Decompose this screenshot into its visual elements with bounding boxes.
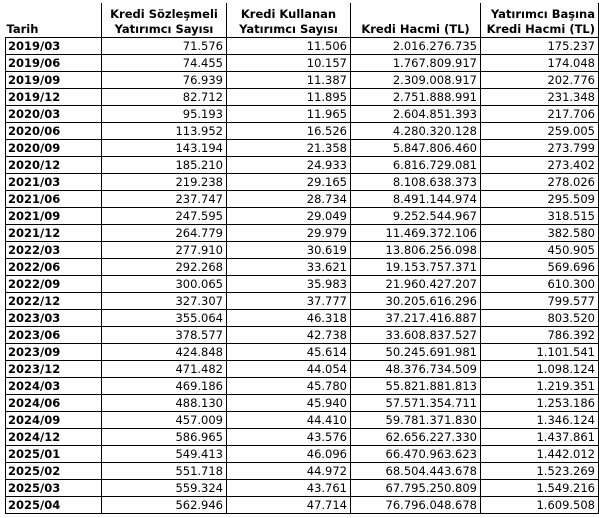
credit-using-investors-cell: 45.614 [227, 344, 351, 361]
volume-per-investor-cell: 259.005 [481, 123, 599, 140]
credit-volume-cell: 1.767.809.917 [351, 55, 481, 72]
date-cell: 2020/03 [6, 106, 102, 123]
credit-using-investors-cell: 47.714 [227, 497, 351, 514]
contract-investors-cell: 247.595 [102, 208, 227, 225]
contract-investors-cell: 471.482 [102, 361, 227, 378]
header-contract-investors-line1: Kredi Sözleşmeli [110, 7, 218, 21]
contract-investors-cell: 292.268 [102, 259, 227, 276]
table-row [6, 123, 599, 140]
date-cell: 2021/03 [6, 174, 102, 191]
volume-per-investor-cell: 278.026 [481, 174, 599, 191]
table-row [6, 276, 599, 293]
table-row [6, 327, 599, 344]
credit-volume-cell: 11.469.372.106 [351, 225, 481, 242]
table-row [6, 378, 599, 395]
credit-volume-cell: 62.656.227.330 [351, 429, 481, 446]
credit-using-investors-cell: 11.895 [227, 89, 351, 106]
contract-investors-cell: 74.455 [102, 55, 227, 72]
credit-using-investors-cell: 44.054 [227, 361, 351, 378]
volume-per-investor-cell: 217.706 [481, 106, 599, 123]
credit-volume-cell: 8.491.144.974 [351, 191, 481, 208]
date-cell: 2019/03 [6, 38, 102, 55]
contract-investors-cell: 264.779 [102, 225, 227, 242]
date-cell: 2025/02 [6, 463, 102, 480]
table-row [6, 140, 599, 157]
contract-investors-cell: 219.238 [102, 174, 227, 191]
credit-using-investors-cell: 11.965 [227, 106, 351, 123]
credit-using-investors-cell: 37.777 [227, 293, 351, 310]
table-row [6, 208, 599, 225]
credit-using-investors-cell: 46.318 [227, 310, 351, 327]
volume-per-investor-cell: 175.237 [481, 38, 599, 55]
table-row [6, 480, 599, 497]
header-volume-per-investor-line1: Yatırımcı Başına [490, 7, 595, 21]
header-credit-volume-label: Kredi Hacmi (TL) [361, 22, 470, 36]
table-row [6, 429, 599, 446]
credit-using-investors-cell: 45.780 [227, 378, 351, 395]
credit-volume-cell: 76.796.048.678 [351, 497, 481, 514]
credit-using-investors-cell: 46.096 [227, 446, 351, 463]
header-volume-per-investor [481, 3, 599, 38]
table-row [6, 174, 599, 191]
credit-using-investors-cell: 45.940 [227, 395, 351, 412]
credit-volume-cell: 2.016.276.735 [351, 38, 481, 55]
credit-volume-cell: 33.608.837.527 [351, 327, 481, 344]
credit-using-investors-cell: 43.761 [227, 480, 351, 497]
date-cell: 2025/03 [6, 480, 102, 497]
table-body [6, 38, 599, 514]
date-cell: 2021/12 [6, 225, 102, 242]
volume-per-investor-cell: 803.520 [481, 310, 599, 327]
contract-investors-cell: 559.324 [102, 480, 227, 497]
header-credit-using-investors-line1: Kredi Kullanan [240, 7, 337, 21]
table-row [6, 463, 599, 480]
date-cell: 2022/03 [6, 242, 102, 259]
header-credit-volume [351, 3, 481, 38]
credit-using-investors-cell: 16.526 [227, 123, 351, 140]
credit-using-investors-cell: 21.358 [227, 140, 351, 157]
credit-using-investors-cell: 42.738 [227, 327, 351, 344]
header-date-label: Tarih [6, 22, 39, 36]
contract-investors-cell: 327.307 [102, 293, 227, 310]
date-cell: 2024/03 [6, 378, 102, 395]
volume-per-investor-cell: 174.048 [481, 55, 599, 72]
contract-investors-cell: 586.965 [102, 429, 227, 446]
date-cell: 2025/01 [6, 446, 102, 463]
table-row [6, 38, 599, 55]
table-row [6, 446, 599, 463]
date-cell: 2022/09 [6, 276, 102, 293]
contract-investors-cell: 143.194 [102, 140, 227, 157]
date-cell: 2020/09 [6, 140, 102, 157]
contract-investors-cell: 488.130 [102, 395, 227, 412]
table-row [6, 72, 599, 89]
date-cell: 2020/06 [6, 123, 102, 140]
credit-volume-cell: 57.571.354.711 [351, 395, 481, 412]
header-credit-using-investors [227, 3, 351, 38]
table-row [6, 89, 599, 106]
volume-per-investor-cell: 231.348 [481, 89, 599, 106]
credit-using-investors-cell: 44.410 [227, 412, 351, 429]
header-volume-per-investor-line2: Kredi Hacmi (TL) [486, 22, 595, 36]
credit-volume-cell: 48.376.734.509 [351, 361, 481, 378]
credit-using-investors-cell: 29.979 [227, 225, 351, 242]
date-cell: 2020/12 [6, 157, 102, 174]
contract-investors-cell: 76.939 [102, 72, 227, 89]
credit-using-investors-cell: 10.157 [227, 55, 351, 72]
credit-volume-cell: 67.795.250.809 [351, 480, 481, 497]
table-row [6, 497, 599, 514]
credit-volume-cell: 19.153.757.371 [351, 259, 481, 276]
table-row [6, 106, 599, 123]
credit-volume-cell: 9.252.544.967 [351, 208, 481, 225]
date-cell: 2019/09 [6, 72, 102, 89]
volume-per-investor-cell: 1.523.269 [481, 463, 599, 480]
date-cell: 2024/12 [6, 429, 102, 446]
credit-using-investors-cell: 11.506 [227, 38, 351, 55]
volume-per-investor-cell: 1.442.012 [481, 446, 599, 463]
table-row [6, 344, 599, 361]
credit-volume-cell: 21.960.427.207 [351, 276, 481, 293]
date-cell: 2023/06 [6, 327, 102, 344]
contract-investors-cell: 71.576 [102, 38, 227, 55]
header-contract-investors [102, 3, 227, 38]
volume-per-investor-cell: 1.253.186 [481, 395, 599, 412]
credit-volume-cell: 37.217.416.887 [351, 310, 481, 327]
volume-per-investor-cell: 450.905 [481, 242, 599, 259]
header-row [6, 3, 599, 38]
credit-using-investors-cell: 11.387 [227, 72, 351, 89]
volume-per-investor-cell: 799.577 [481, 293, 599, 310]
date-cell: 2019/06 [6, 55, 102, 72]
volume-per-investor-cell: 382.580 [481, 225, 599, 242]
contract-investors-cell: 300.065 [102, 276, 227, 293]
credit-using-investors-cell: 33.621 [227, 259, 351, 276]
contract-investors-cell: 562.946 [102, 497, 227, 514]
header-date [6, 3, 102, 38]
credit-volume-cell: 2.309.008.917 [351, 72, 481, 89]
table-row [6, 361, 599, 378]
volume-per-investor-cell: 1.101.541 [481, 344, 599, 361]
credit-volume-cell: 55.821.881.813 [351, 378, 481, 395]
volume-per-investor-cell: 1.346.124 [481, 412, 599, 429]
date-cell: 2022/06 [6, 259, 102, 276]
contract-investors-cell: 95.193 [102, 106, 227, 123]
contract-investors-cell: 469.186 [102, 378, 227, 395]
contract-investors-cell: 237.747 [102, 191, 227, 208]
credit-using-investors-cell: 29.049 [227, 208, 351, 225]
volume-per-investor-cell: 295.509 [481, 191, 599, 208]
table-row [6, 55, 599, 72]
contract-investors-cell: 424.848 [102, 344, 227, 361]
credit-volume-cell: 2.751.888.991 [351, 89, 481, 106]
table-row [6, 157, 599, 174]
contract-investors-cell: 113.952 [102, 123, 227, 140]
date-cell: 2024/09 [6, 412, 102, 429]
table-row [6, 259, 599, 276]
date-cell: 2019/12 [6, 89, 102, 106]
volume-per-investor-cell: 786.392 [481, 327, 599, 344]
credit-using-investors-cell: 30.619 [227, 242, 351, 259]
date-cell: 2023/03 [6, 310, 102, 327]
credit-volume-cell: 6.816.729.081 [351, 157, 481, 174]
contract-investors-cell: 551.718 [102, 463, 227, 480]
table-row [6, 242, 599, 259]
credit-volume-cell: 5.847.806.460 [351, 140, 481, 157]
volume-per-investor-cell: 1.609.508 [481, 497, 599, 514]
volume-per-investor-cell: 1.549.216 [481, 480, 599, 497]
credit-volume-cell: 68.504.443.678 [351, 463, 481, 480]
table-row [6, 225, 599, 242]
credit-using-investors-cell: 24.933 [227, 157, 351, 174]
contract-investors-cell: 185.210 [102, 157, 227, 174]
credit-using-investors-cell: 44.972 [227, 463, 351, 480]
contract-investors-cell: 82.712 [102, 89, 227, 106]
table-header [6, 3, 599, 38]
credit-using-investors-cell: 35.983 [227, 276, 351, 293]
date-cell: 2021/09 [6, 208, 102, 225]
volume-per-investor-cell: 610.300 [481, 276, 599, 293]
contract-investors-cell: 355.064 [102, 310, 227, 327]
header-contract-investors-line2: Yatırımcı Sayısı [114, 22, 214, 36]
credit-using-investors-cell: 29.165 [227, 174, 351, 191]
volume-per-investor-cell: 569.696 [481, 259, 599, 276]
date-cell: 2022/12 [6, 293, 102, 310]
volume-per-investor-cell: 273.402 [481, 157, 599, 174]
credit-using-investors-cell: 28.734 [227, 191, 351, 208]
credit-using-investors-cell: 43.576 [227, 429, 351, 446]
volume-per-investor-cell: 318.515 [481, 208, 599, 225]
table-row [6, 310, 599, 327]
volume-per-investor-cell: 1.437.861 [481, 429, 599, 446]
contract-investors-cell: 457.009 [102, 412, 227, 429]
table-row [6, 191, 599, 208]
credit-volume-table [5, 3, 599, 514]
date-cell: 2023/09 [6, 344, 102, 361]
credit-volume-cell: 13.806.256.098 [351, 242, 481, 259]
contract-investors-cell: 277.910 [102, 242, 227, 259]
credit-volume-cell: 66.470.963.623 [351, 446, 481, 463]
contract-investors-cell: 378.577 [102, 327, 227, 344]
table-row [6, 395, 599, 412]
date-cell: 2025/04 [6, 497, 102, 514]
header-credit-using-investors-line2: Yatırımcı Sayısı [239, 22, 338, 36]
credit-volume-cell: 30.205.616.296 [351, 293, 481, 310]
credit-volume-cell: 4.280.320.128 [351, 123, 481, 140]
date-cell: 2021/06 [6, 191, 102, 208]
credit-volume-cell: 50.245.691.981 [351, 344, 481, 361]
contract-investors-cell: 549.413 [102, 446, 227, 463]
volume-per-investor-cell: 1.098.124 [481, 361, 599, 378]
volume-per-investor-cell: 1.219.351 [481, 378, 599, 395]
table-row [6, 412, 599, 429]
date-cell: 2023/12 [6, 361, 102, 378]
credit-volume-cell: 2.604.851.393 [351, 106, 481, 123]
credit-volume-cell: 59.781.371.830 [351, 412, 481, 429]
date-cell: 2024/06 [6, 395, 102, 412]
volume-per-investor-cell: 202.776 [481, 72, 599, 89]
credit-volume-cell: 8.108.638.373 [351, 174, 481, 191]
table-row [6, 293, 599, 310]
volume-per-investor-cell: 273.799 [481, 140, 599, 157]
